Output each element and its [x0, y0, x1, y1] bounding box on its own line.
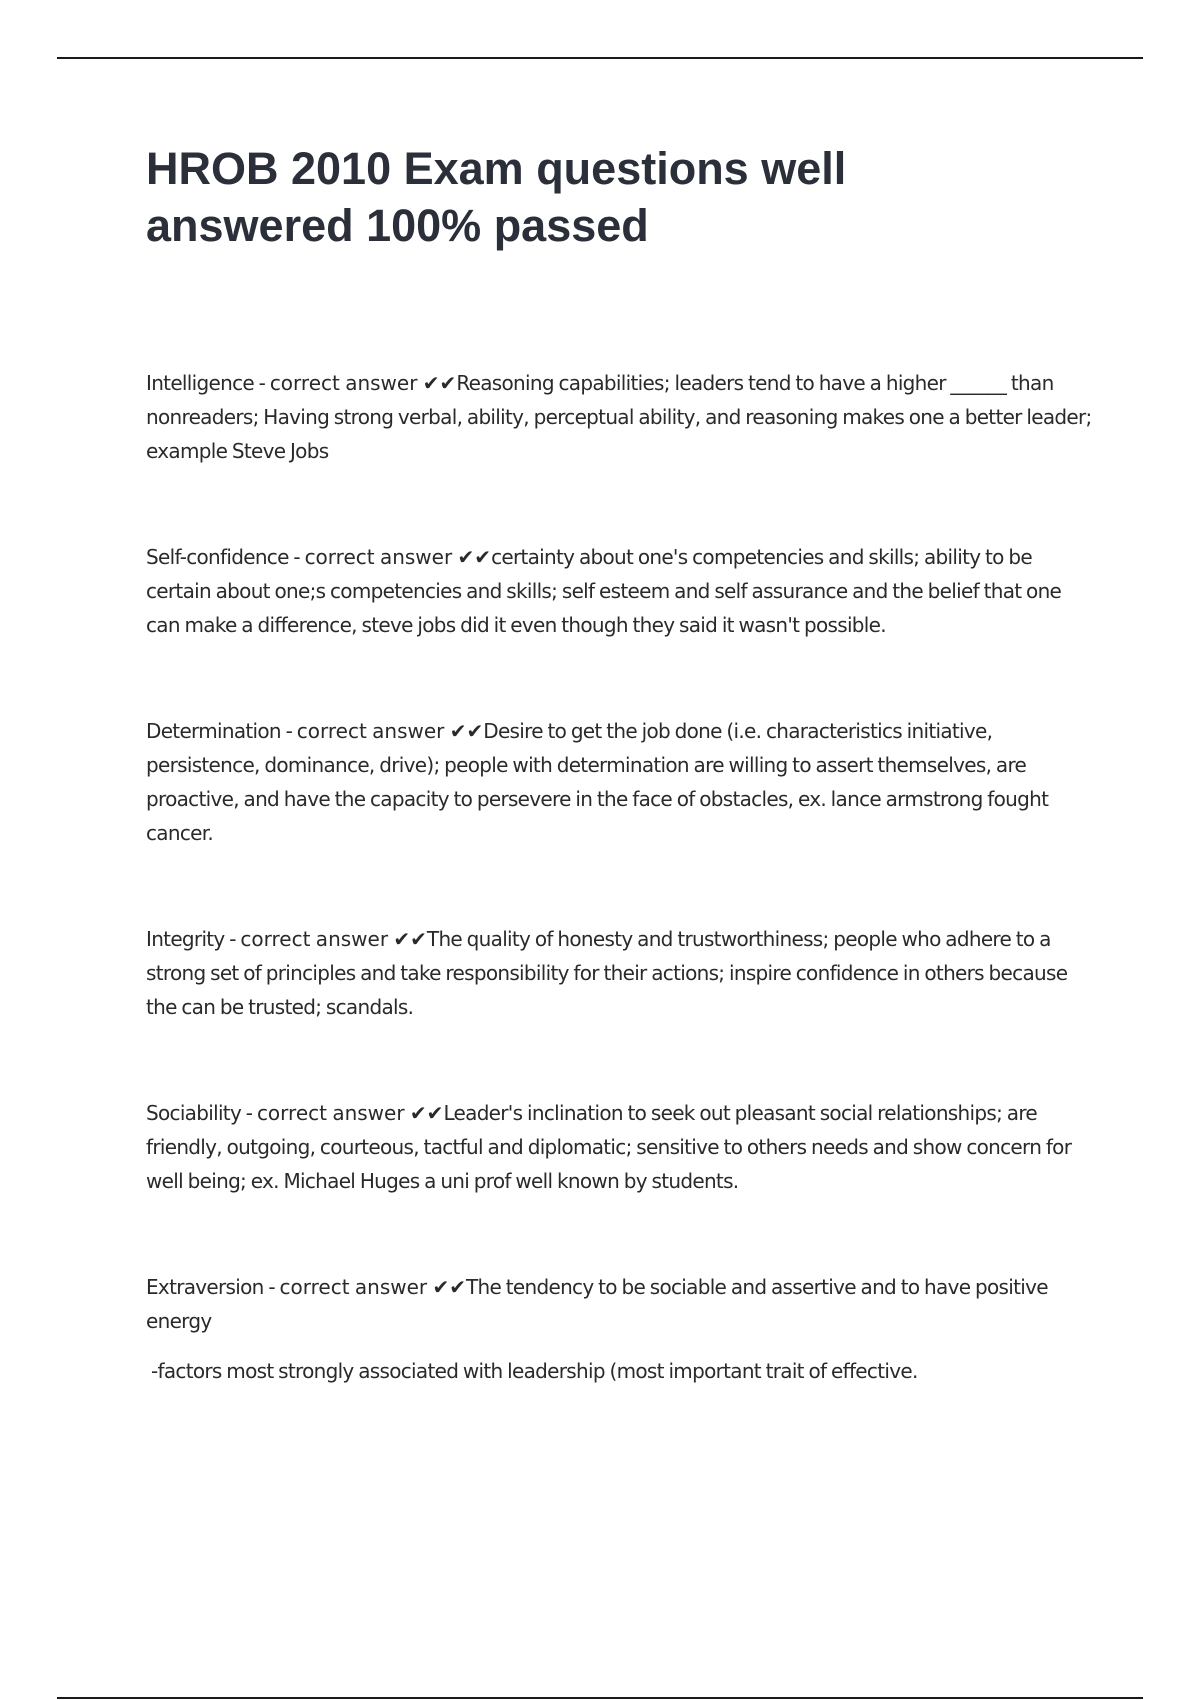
qa-answer: Reasoning capabilities; leaders tend to have a higher ______ than nonreaders; Having strong verbal, ability, perceptual ability, and reasoning makes one a better leader; example Steve Jobs — [146, 371, 1092, 463]
footer-rule — [57, 1697, 1143, 1699]
correct-answer-marker: correct answer ✔✔ — [269, 371, 457, 395]
qa-entry-determination — [146, 714, 1096, 850]
document-title: HROB 2010 Exam questions well answered 100% passed — [146, 143, 847, 251]
qa-term: Determination — [146, 719, 281, 743]
correct-answer-marker: correct answer ✔✔ — [279, 1275, 466, 1299]
qa-entry-self-confidence — [146, 540, 1096, 642]
qa-separator: - — [253, 371, 270, 395]
qa-term: Integrity — [146, 927, 225, 951]
qa-answer: certainty about one's competencies and skills; ability to be certain about one;s competencies and skills; self esteem and self assurance and the belief that one can make a difference, steve jobs did it even though they said it wasn't possible. — [146, 545, 1062, 637]
qa-separator: - — [280, 719, 297, 743]
qa-answer: The quality of honesty and trustworthiness; people who adhere to a strong set of principles and take responsibility for their actions; inspire confidence in others because the can be trusted; scandals. — [146, 927, 1068, 1019]
qa-answer: Leader's inclination to seek out pleasant social relationships; are friendly, outgoing, courteous, tactful and diplomatic; sensitive to others needs and show concern for well being; ex. Michael Huges a uni prof well known by students. — [146, 1101, 1072, 1193]
qa-term: Self-confidence — [146, 545, 289, 569]
document-body — [146, 140, 1096, 1388]
qa-answer: The tendency to be sociable and assertive and to have positive energy — [146, 1275, 1048, 1333]
qa-entry-integrity — [146, 922, 1096, 1024]
header-rule — [57, 57, 1143, 59]
qa-entry-extraversion — [146, 1270, 1096, 1338]
correct-answer-marker: correct answer ✔✔ — [304, 545, 492, 569]
qa-entry-intelligence — [146, 366, 1096, 468]
qa-entry-sociability — [146, 1096, 1096, 1198]
correct-answer-marker: correct answer ✔✔ — [256, 1101, 444, 1125]
qa-term: Extraversion — [146, 1275, 264, 1299]
correct-answer-marker: correct answer ✔✔ — [240, 927, 427, 951]
qa-separator: - — [241, 1101, 257, 1125]
qa-answer: Desire to get the job done (i.e. characteristics initiative, persistence, dominance, drive); people with determination are willing to assert themselves, are proactive, and have the capacity to persevere in the face of obstacles, ex. lance armstrong fought cancer. — [146, 719, 1049, 845]
qa-term: Sociability — [146, 1101, 242, 1125]
qa-extra-note: -factors most strongly associated with leadership (most important trait of effective. — [151, 1359, 918, 1383]
qa-separator: - — [224, 927, 241, 951]
qa-term: Intelligence — [146, 371, 254, 395]
qa-separator: - — [263, 1275, 280, 1299]
correct-answer-marker: correct answer ✔✔ — [296, 719, 484, 743]
qa-separator: - — [288, 545, 305, 569]
